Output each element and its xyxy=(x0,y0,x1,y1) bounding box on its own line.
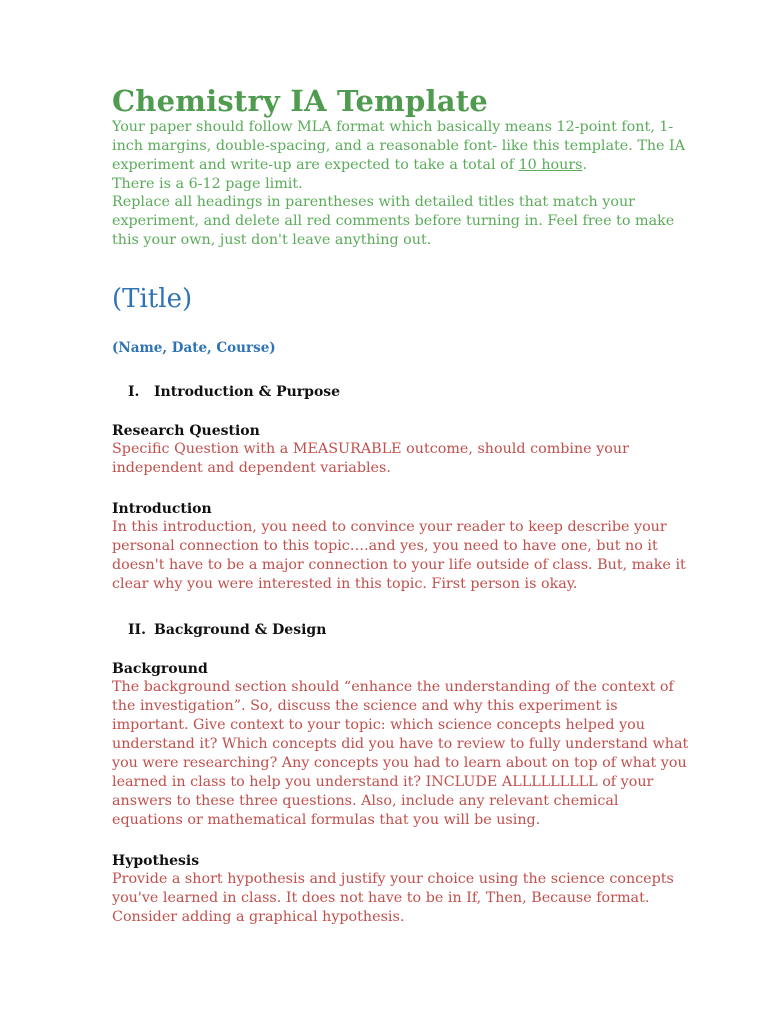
green-paragraph-1 xyxy=(112,118,692,174)
section-numeral-1: I. xyxy=(128,384,140,401)
section-numeral-2: II. xyxy=(128,622,146,639)
subheading-background: Background xyxy=(112,661,208,678)
green-paragraph-2: There is a 6-12 page limit. xyxy=(112,175,303,192)
red-comment-hypothesis: Provide a short hypothesis and justify your choice using the science concepts you've learned in class. It does not have to be in If, Then, Because format. Consider adding a graphical hypothesis. xyxy=(112,871,674,926)
document-body xyxy=(112,86,692,927)
section-heading-1 xyxy=(112,384,692,400)
subheading-introduction: Introduction xyxy=(112,501,212,518)
green-instructions xyxy=(112,118,692,249)
green-text-1: Your paper should follow MLA format which basically means 12-point font, 1-inch margins, double-spacing, and a reasonable font- like this template. The IA experiment and write-up are expected to take a total of xyxy=(112,119,686,173)
green-underlined-hours: 10 hours xyxy=(518,156,583,173)
red-comment-research-question: Specific Question with a MEASURABLE outcome, should combine your independent and dependent variables. xyxy=(112,441,629,477)
section-label-2: Background & Design xyxy=(154,622,327,639)
subheading-research-question: Research Question xyxy=(112,423,260,440)
subheading-hypothesis: Hypothesis xyxy=(112,853,200,870)
section-heading-2 xyxy=(112,622,692,638)
byline-placeholder: (Name, Date, Course) xyxy=(112,340,276,357)
title-placeholder: (Title) xyxy=(112,284,193,315)
red-comment-introduction: In this introduction, you need to convince your reader to keep describe your personal connection to this topic….and yes, you need to have one, but no it doesn't have to be a major connection to your life outside of class. But, make it clear why you were interested in this topic. First person is okay. xyxy=(112,519,686,593)
section-label-1: Introduction & Purpose xyxy=(154,384,341,401)
red-comment-background: The background section should “enhance the understanding of the context of the investigation”. So, discuss the science and why this experiment is important. Give context to your topic: which science concepts helped you understand it? Which concepts did you have to review to fully understand what you were researching? Any concepts you had to learn about on top of what you learned in class to help you understand it? INCLUDE ALLLLLLLLL of your answers to these three questions. Also, include any relevant chemical equations or mathematical formulas that you will be using. xyxy=(112,679,689,829)
green-paragraph-3: Replace all headings in parentheses with detailed titles that match your experiment, and delete all red comments before turning in. Feel free to make this your own, just don't leave anything out. xyxy=(112,194,675,248)
document-title: Chemistry IA Template xyxy=(112,84,488,118)
green-period: . xyxy=(582,156,588,173)
